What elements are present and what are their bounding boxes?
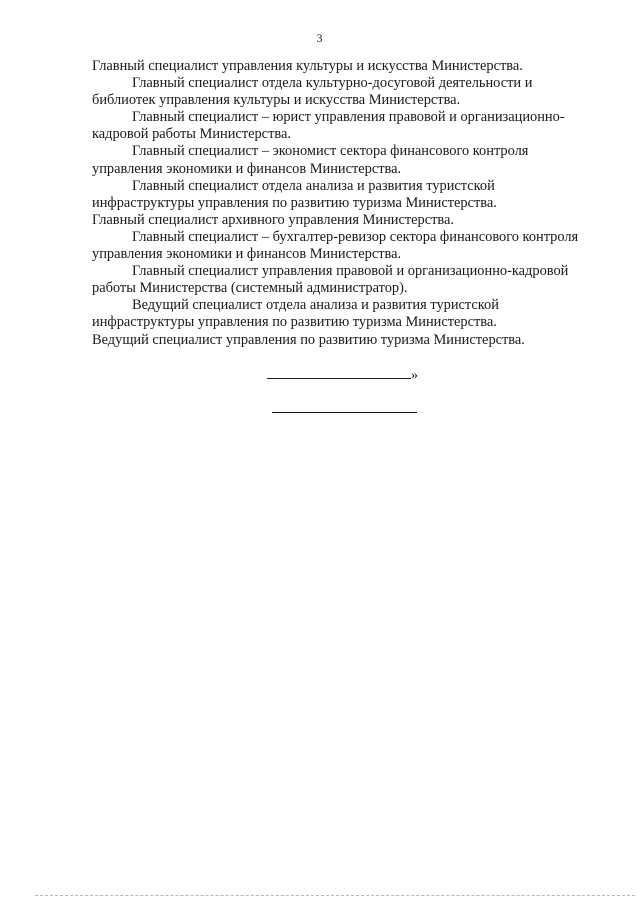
- position-item: [92, 332, 595, 349]
- position-item-text-end: Главный специалист архивного управления Министерства.: [92, 211, 455, 228]
- position-item-text-end: управления экономики и финансов Министерства.: [92, 246, 402, 263]
- position-item-text: Главный специалист управления правовой и организационно-кадровой: [132, 263, 569, 280]
- position-item-text: Главный специалист отдела анализа и развития туристской: [132, 177, 495, 194]
- position-item-text-end: инфраструктуры управления по развитию туризма Министерства.: [92, 314, 497, 331]
- position-item-text-end: Главный специалист управления культуры и искусства Министерства.: [92, 58, 523, 74]
- position-item-text: Главный специалист – юрист управления правовой и организационно-: [132, 109, 565, 126]
- position-item-text-end: работы Министерства (системный администратор).: [92, 280, 408, 297]
- position-item: [92, 297, 595, 331]
- position-item-text-end: управления экономики и финансов Министерства.: [92, 160, 402, 177]
- scan-edge-line: [35, 895, 635, 896]
- position-item-text: Главный специалист отдела культурно-досуговой деятельности и: [132, 75, 533, 92]
- position-item: [92, 212, 595, 229]
- position-item: [92, 229, 595, 263]
- position-item-text-end: инфраструктуры управления по развитию туризма Министерства.: [92, 194, 497, 211]
- position-item-text-end: библиотек управления культуры и искусства Министерства.: [92, 92, 461, 109]
- position-item-text-end: Ведущий специалист управления по развитию туризма Министерства.: [92, 331, 525, 348]
- position-item: [92, 109, 595, 143]
- position-item: [92, 58, 595, 75]
- position-list: [92, 58, 595, 349]
- position-item-text-end: кадровой работы Министерства.: [92, 126, 291, 143]
- position-item-text: Главный специалист – экономист сектора финансового контроля: [132, 143, 529, 160]
- page-number: 3: [316, 31, 323, 45]
- position-item: [92, 143, 595, 177]
- separator-line: [272, 412, 417, 413]
- position-item-text: Ведущий специалист отдела анализа и развития туристской: [132, 297, 499, 314]
- position-item: [92, 75, 595, 109]
- position-item: [92, 263, 595, 297]
- closing-quote-mark: »: [411, 368, 418, 383]
- closing-quote-line: [267, 365, 418, 385]
- closing-underline: [267, 365, 411, 379]
- position-item: [92, 178, 595, 212]
- position-item-text: Главный специалист – бухгалтер-ревизор сектора финансового контроля: [132, 228, 579, 245]
